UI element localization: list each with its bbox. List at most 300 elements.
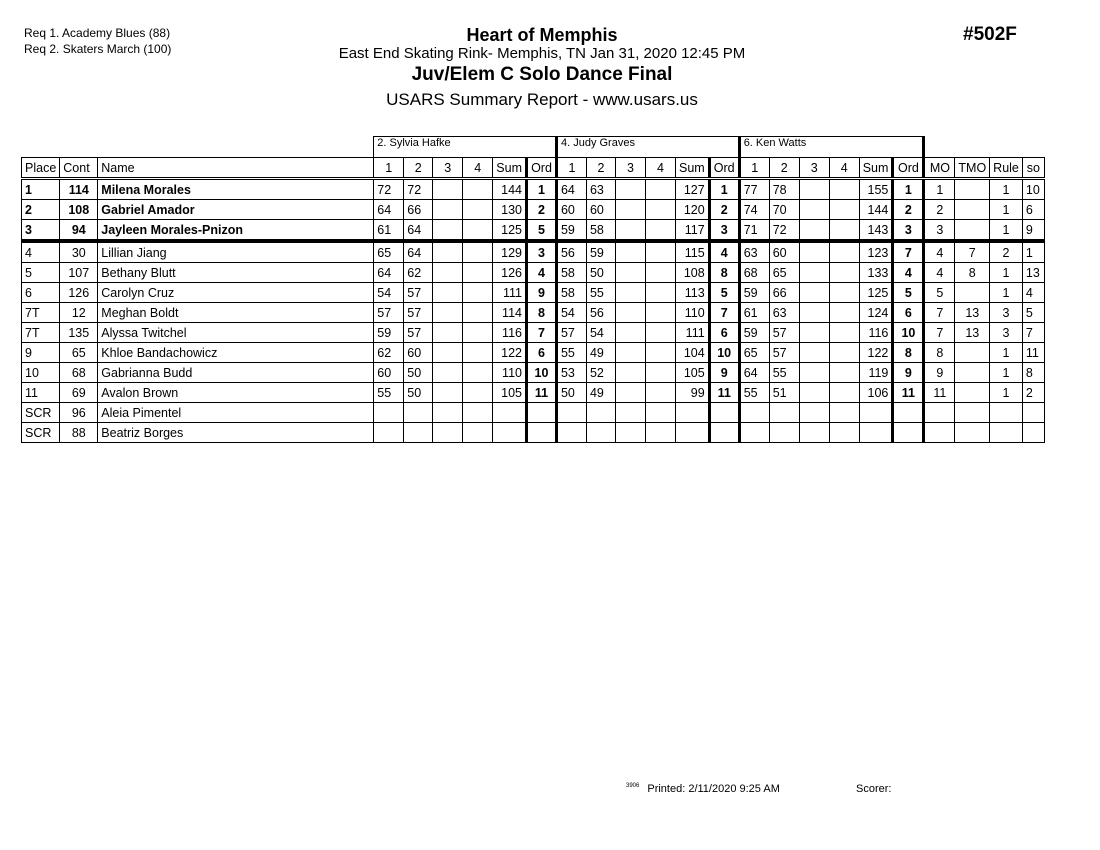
header-score-2: 2 — [404, 158, 433, 179]
table-row — [22, 363, 1045, 383]
judge-score: 62 — [404, 263, 433, 283]
header-score-2: 2 — [586, 158, 615, 179]
judge-score: 62 — [374, 343, 404, 363]
header-score-4: 4 — [463, 158, 493, 179]
table-row — [22, 343, 1045, 363]
so-cell: 5 — [1022, 303, 1044, 323]
judge-score — [404, 423, 433, 443]
judge-sum — [493, 403, 527, 423]
skater-name: Gabriel Amador — [98, 200, 374, 220]
judge-ordinal: 11 — [526, 383, 556, 403]
judge-score — [739, 423, 769, 443]
judge-ordinal — [709, 423, 739, 443]
rule-cell: 1 — [990, 363, 1023, 383]
judge-score — [799, 179, 829, 200]
tmo-cell — [955, 220, 990, 242]
judge-score: 57 — [769, 323, 799, 343]
mo-cell: 3 — [924, 220, 955, 242]
judge-score — [829, 241, 859, 263]
table-row — [22, 303, 1045, 323]
judge-score — [463, 200, 493, 220]
header-cont: Cont — [60, 158, 98, 179]
place-cell: 5 — [22, 263, 60, 283]
place-cell: 3 — [22, 220, 60, 242]
judge-ordinal: 10 — [526, 363, 556, 383]
mo-cell: 5 — [924, 283, 955, 303]
so-cell: 9 — [1022, 220, 1044, 242]
judge-ordinal: 2 — [709, 200, 739, 220]
judge-score — [433, 323, 463, 343]
header-score-ord: Ord — [526, 158, 556, 179]
skater-name: Beatriz Borges — [98, 423, 374, 443]
skater-name: Lillian Jiang — [98, 241, 374, 263]
judge-sum: 119 — [859, 363, 893, 383]
spacer — [22, 137, 374, 158]
judge-score: 60 — [556, 200, 586, 220]
mo-cell: 4 — [924, 263, 955, 283]
judge-sum — [493, 423, 527, 443]
judge-score — [769, 423, 799, 443]
judge-score: 58 — [556, 283, 586, 303]
judge-score: 55 — [374, 383, 404, 403]
judge-score — [433, 200, 463, 220]
judge-sum: 106 — [859, 383, 893, 403]
skater-name: Meghan Boldt — [98, 303, 374, 323]
judge-score — [433, 283, 463, 303]
judge-score — [463, 220, 493, 242]
tmo-cell — [955, 343, 990, 363]
judge-score — [433, 423, 463, 443]
judge-score — [615, 263, 645, 283]
judge-sum: 144 — [859, 200, 893, 220]
so-cell — [1022, 423, 1044, 443]
header-rule: Rule — [990, 158, 1023, 179]
judge-score: 56 — [586, 303, 615, 323]
judge-score: 50 — [586, 263, 615, 283]
judge-score — [799, 363, 829, 383]
place-cell: 7T — [22, 303, 60, 323]
judge-sum: 116 — [859, 323, 893, 343]
contestant-number: 135 — [60, 323, 98, 343]
place-cell: 9 — [22, 343, 60, 363]
judge-ordinal: 5 — [893, 283, 924, 303]
judge-sum: 108 — [675, 263, 709, 283]
rule-cell: 1 — [990, 383, 1023, 403]
place-cell: 10 — [22, 363, 60, 383]
judge-score — [615, 383, 645, 403]
judge-score — [615, 220, 645, 242]
judge-score: 64 — [374, 200, 404, 220]
place-cell: SCR — [22, 423, 60, 443]
judge-sum — [859, 423, 893, 443]
rule-cell: 2 — [990, 241, 1023, 263]
judge-score: 54 — [586, 323, 615, 343]
judge-score: 64 — [374, 263, 404, 283]
judge-score — [739, 403, 769, 423]
contestant-number: 108 — [60, 200, 98, 220]
judge-score — [615, 200, 645, 220]
judge-sum: 127 — [675, 179, 709, 200]
contestant-number: 69 — [60, 383, 98, 403]
judge-sum: 111 — [493, 283, 527, 303]
judge-score — [829, 423, 859, 443]
judge-score: 50 — [556, 383, 586, 403]
place-cell: 6 — [22, 283, 60, 303]
header-score-4: 4 — [645, 158, 675, 179]
judge-ordinal: 7 — [893, 241, 924, 263]
judge-score — [433, 383, 463, 403]
judge-sum: 130 — [493, 200, 527, 220]
table-row — [22, 200, 1045, 220]
spacer — [924, 137, 1045, 158]
contestant-number: 94 — [60, 220, 98, 242]
judge-score: 55 — [556, 343, 586, 363]
rule-cell: 1 — [990, 200, 1023, 220]
judge-score: 72 — [404, 179, 433, 200]
judge-score: 57 — [404, 303, 433, 323]
mo-cell — [924, 423, 955, 443]
judge-sum: 105 — [675, 363, 709, 383]
judge-score: 49 — [586, 383, 615, 403]
judge-score: 60 — [769, 241, 799, 263]
judge-ordinal: 10 — [893, 323, 924, 343]
judge-score: 57 — [404, 323, 433, 343]
so-cell: 6 — [1022, 200, 1044, 220]
tmo-cell: 13 — [955, 323, 990, 343]
header-score-3: 3 — [615, 158, 645, 179]
judge-score — [615, 323, 645, 343]
judge-score: 63 — [586, 179, 615, 200]
header-place: Place — [22, 158, 60, 179]
judge-score — [586, 423, 615, 443]
judge-ordinal — [526, 403, 556, 423]
music-request-2: Req 2. Skaters March (100) — [24, 42, 172, 56]
judge-score — [615, 403, 645, 423]
judge-score: 66 — [404, 200, 433, 220]
so-cell: 2 — [1022, 383, 1044, 403]
judge-ordinal: 6 — [893, 303, 924, 323]
printed-footer — [626, 783, 780, 795]
judge-score — [374, 423, 404, 443]
judge-score — [463, 283, 493, 303]
judge-score: 59 — [556, 220, 586, 242]
mo-cell: 4 — [924, 241, 955, 263]
judge-score: 58 — [556, 263, 586, 283]
judge-sum: 122 — [493, 343, 527, 363]
mo-cell: 11 — [924, 383, 955, 403]
contestant-number: 68 — [60, 363, 98, 383]
judge-ordinal: 11 — [893, 383, 924, 403]
tmo-cell — [955, 283, 990, 303]
judge-score — [799, 423, 829, 443]
judge-score — [829, 303, 859, 323]
tmo-cell: 13 — [955, 303, 990, 323]
judge-score — [645, 200, 675, 220]
judge-score: 68 — [739, 263, 769, 283]
contestant-number: 107 — [60, 263, 98, 283]
judge-score: 70 — [769, 200, 799, 220]
rule-cell: 3 — [990, 303, 1023, 323]
judge-ordinal: 5 — [526, 220, 556, 242]
judge-ordinal: 7 — [526, 323, 556, 343]
judge-score: 65 — [374, 241, 404, 263]
header-score-1: 1 — [374, 158, 404, 179]
judge-score — [463, 263, 493, 283]
event-title: Juv/Elem C Solo Dance Final — [411, 64, 673, 85]
header-name: Name — [98, 158, 374, 179]
judge-score: 60 — [404, 343, 433, 363]
judge-score: 54 — [374, 283, 404, 303]
judge-score: 59 — [739, 323, 769, 343]
judge-score — [799, 343, 829, 363]
judge-score: 53 — [556, 363, 586, 383]
judge-score: 59 — [374, 323, 404, 343]
judge-ordinal: 2 — [893, 200, 924, 220]
competition-title: Heart of Memphis — [466, 25, 618, 45]
judge-score — [374, 403, 404, 423]
judge-ordinal: 4 — [709, 241, 739, 263]
rule-cell: 1 — [990, 220, 1023, 242]
judge-ordinal: 3 — [893, 220, 924, 242]
tmo-cell: 7 — [955, 241, 990, 263]
judge-score — [645, 383, 675, 403]
judge-sum: 125 — [859, 283, 893, 303]
judge-score — [615, 303, 645, 323]
judge-score — [799, 283, 829, 303]
judge-score — [463, 363, 493, 383]
judge-score — [615, 363, 645, 383]
judge-score: 60 — [374, 363, 404, 383]
results-table — [21, 136, 1045, 443]
contestant-number: 30 — [60, 241, 98, 263]
header-score-3: 3 — [433, 158, 463, 179]
judge-score — [799, 383, 829, 403]
rule-cell: 1 — [990, 179, 1023, 200]
judge-sum: 117 — [675, 220, 709, 242]
judge-ordinal — [893, 423, 924, 443]
judge-score: 78 — [769, 179, 799, 200]
judge-score — [463, 179, 493, 200]
scorer-label: Scorer: — [856, 783, 892, 795]
version-label: 3906 — [626, 783, 640, 789]
judge-score — [433, 303, 463, 323]
judge-score — [799, 220, 829, 242]
judge-score — [645, 323, 675, 343]
judge-ordinal: 3 — [526, 241, 556, 263]
header-score-sum: Sum — [493, 158, 527, 179]
tmo-cell — [955, 423, 990, 443]
judge-ordinal: 4 — [893, 263, 924, 283]
judge-score — [463, 383, 493, 403]
judge-ordinal: 9 — [893, 363, 924, 383]
judge-score — [645, 403, 675, 423]
judge-score: 56 — [556, 241, 586, 263]
judge-score — [645, 343, 675, 363]
skater-name: Jayleen Morales-Pnizon — [98, 220, 374, 242]
judge-score — [615, 179, 645, 200]
judge-score: 66 — [769, 283, 799, 303]
tmo-cell: 8 — [955, 263, 990, 283]
header-so: so — [1022, 158, 1044, 179]
judge-score — [645, 283, 675, 303]
judge-score: 54 — [556, 303, 586, 323]
judge-score: 63 — [769, 303, 799, 323]
judge-score — [433, 241, 463, 263]
judge-ordinal: 3 — [709, 220, 739, 242]
judge-ordinal: 8 — [893, 343, 924, 363]
judge-ordinal: 1 — [893, 179, 924, 200]
place-cell: 11 — [22, 383, 60, 403]
tmo-cell — [955, 200, 990, 220]
table-row — [22, 179, 1045, 200]
skater-name: Alyssa Twitchel — [98, 323, 374, 343]
judge-ordinal — [893, 403, 924, 423]
judge-score — [645, 179, 675, 200]
judge-score — [645, 303, 675, 323]
judge-name: 4. Judy Graves — [556, 137, 739, 158]
judge-sum: 105 — [493, 383, 527, 403]
skater-name: Bethany Blutt — [98, 263, 374, 283]
tmo-cell — [955, 179, 990, 200]
judge-score — [799, 200, 829, 220]
judge-score: 65 — [769, 263, 799, 283]
judge-score — [556, 403, 586, 423]
judge-ordinal: 7 — [709, 303, 739, 323]
judge-score: 58 — [586, 220, 615, 242]
judge-score — [433, 403, 463, 423]
header-score-ord: Ord — [893, 158, 924, 179]
rule-cell — [990, 423, 1023, 443]
judge-sum: 122 — [859, 343, 893, 363]
judge-score — [645, 363, 675, 383]
judge-ordinal — [709, 403, 739, 423]
table-row — [22, 423, 1045, 443]
header-score-sum: Sum — [859, 158, 893, 179]
judge-score — [645, 423, 675, 443]
rule-cell: 1 — [990, 283, 1023, 303]
judge-score: 55 — [586, 283, 615, 303]
judge-score: 64 — [739, 363, 769, 383]
judge-ordinal: 6 — [709, 323, 739, 343]
judge-score — [645, 220, 675, 242]
judge-score — [645, 263, 675, 283]
judge-score: 52 — [586, 363, 615, 383]
judge-score — [463, 403, 493, 423]
judge-ordinal: 4 — [526, 263, 556, 283]
judge-ordinal: 10 — [709, 343, 739, 363]
judge-sum — [859, 403, 893, 423]
header-tmo: TMO — [955, 158, 990, 179]
so-cell: 8 — [1022, 363, 1044, 383]
table-row — [22, 263, 1045, 283]
header-score-sum: Sum — [675, 158, 709, 179]
judge-ordinal: 9 — [526, 283, 556, 303]
tmo-cell — [955, 363, 990, 383]
judge-score — [433, 363, 463, 383]
judge-score: 57 — [374, 303, 404, 323]
judge-score — [586, 403, 615, 423]
event-number: #502F — [963, 24, 1017, 45]
contestant-number: 88 — [60, 423, 98, 443]
judge-score — [829, 343, 859, 363]
judge-score: 49 — [586, 343, 615, 363]
judge-score — [829, 383, 859, 403]
judge-score: 59 — [586, 241, 615, 263]
contestant-number: 65 — [60, 343, 98, 363]
judge-score — [433, 343, 463, 363]
table-row — [22, 220, 1045, 242]
judge-name: 2. Sylvia Hafke — [374, 137, 557, 158]
header-score-3: 3 — [799, 158, 829, 179]
judge-score: 72 — [374, 179, 404, 200]
judge-score — [799, 403, 829, 423]
judge-score — [404, 403, 433, 423]
header-score-ord: Ord — [709, 158, 739, 179]
judge-sum: 116 — [493, 323, 527, 343]
judge-score: 60 — [586, 200, 615, 220]
judge-score — [829, 283, 859, 303]
report-title: USARS Summary Report - www.usars.us — [386, 90, 698, 109]
judge-ordinal: 11 — [709, 383, 739, 403]
mo-cell: 8 — [924, 343, 955, 363]
so-cell: 4 — [1022, 283, 1044, 303]
tmo-cell — [955, 383, 990, 403]
so-cell: 1 — [1022, 241, 1044, 263]
judge-sum: 123 — [859, 241, 893, 263]
judge-score: 71 — [739, 220, 769, 242]
place-cell: SCR — [22, 403, 60, 423]
judge-score: 57 — [769, 343, 799, 363]
judge-ordinal: 9 — [709, 363, 739, 383]
judge-score: 55 — [769, 363, 799, 383]
judge-score — [799, 323, 829, 343]
judge-sum: 129 — [493, 241, 527, 263]
judge-score — [615, 241, 645, 263]
table-row — [22, 383, 1045, 403]
judge-sum: 124 — [859, 303, 893, 323]
printed-date: Printed: 2/11/2020 9:25 AM — [647, 783, 780, 795]
contestant-number: 114 — [60, 179, 98, 200]
place-cell: 2 — [22, 200, 60, 220]
judge-score: 61 — [739, 303, 769, 323]
judge-score: 72 — [769, 220, 799, 242]
table-row — [22, 403, 1045, 423]
judge-sum: 115 — [675, 241, 709, 263]
judge-sum: 133 — [859, 263, 893, 283]
header-score-1: 1 — [739, 158, 769, 179]
judge-sum: 155 — [859, 179, 893, 200]
skater-name: Avalon Brown — [98, 383, 374, 403]
judge-score — [463, 423, 493, 443]
so-cell: 11 — [1022, 343, 1044, 363]
judge-sum: 120 — [675, 200, 709, 220]
judge-sum: 99 — [675, 383, 709, 403]
judge-ordinal — [526, 423, 556, 443]
judge-sum: 143 — [859, 220, 893, 242]
judge-score: 64 — [404, 241, 433, 263]
judge-score: 55 — [739, 383, 769, 403]
judge-score: 65 — [739, 343, 769, 363]
judge-score: 59 — [739, 283, 769, 303]
judge-score — [463, 241, 493, 263]
mo-cell: 7 — [924, 303, 955, 323]
judge-ordinal: 6 — [526, 343, 556, 363]
place-cell: 7T — [22, 323, 60, 343]
skater-name: Carolyn Cruz — [98, 283, 374, 303]
judge-score — [463, 343, 493, 363]
judge-score — [829, 403, 859, 423]
contestant-number: 96 — [60, 403, 98, 423]
